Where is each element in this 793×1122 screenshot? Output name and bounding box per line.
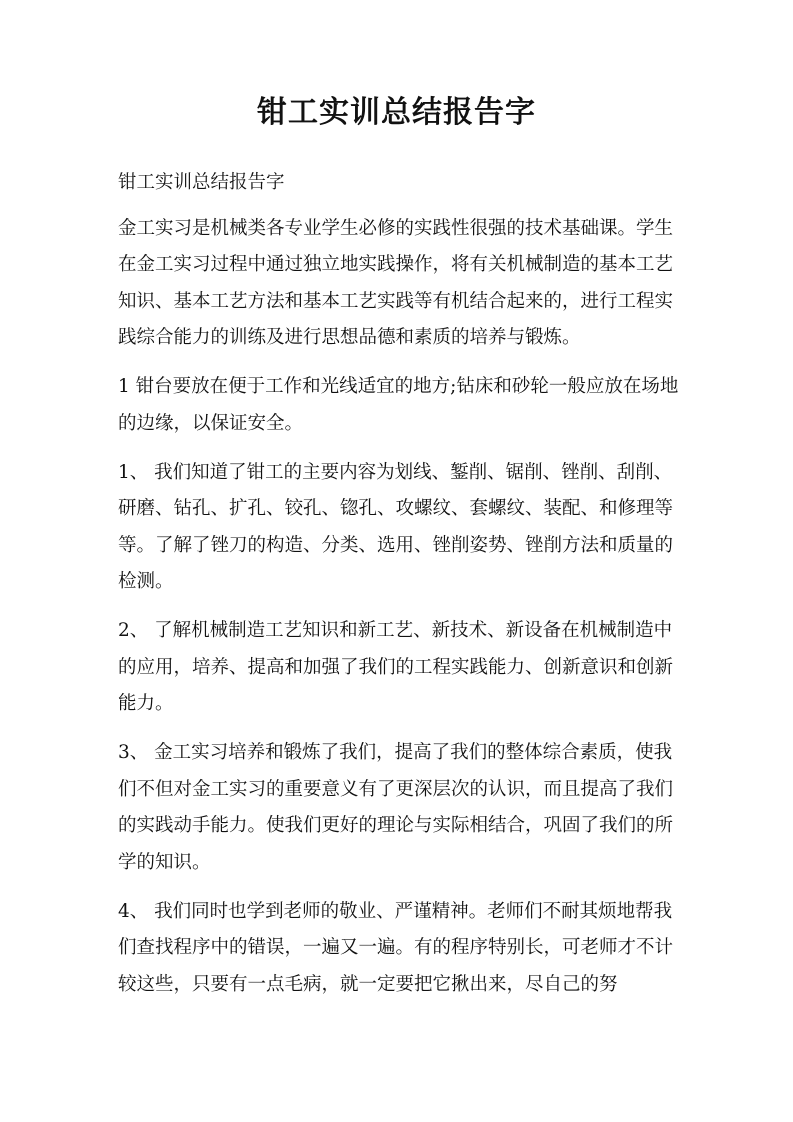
document-title: 钳工实训总结报告字 <box>257 95 536 130</box>
paragraph-intro: 金工实习是机械类各专业学生必修的实践性很强的技术基础课。学生在金工实习过程中通过独立地实践操作，将有关机械制造的基本工艺知识、基本工艺方法和基本工艺实践等有机结合起来的，进行工程实践综合能力的训练及进行思想品德和素质的培养与锻炼。 <box>118 217 674 348</box>
document-subtitle: 钳工实训总结报告字 <box>118 172 285 193</box>
document-body <box>118 165 680 1016</box>
paragraph-point-3: 3、 金工实习培养和锻炼了我们，提高了我们的整体综合素质，使我们不但对金工实习的重要意义有了更深层次的认识，而且提高了我们的实践动手能力。使我们更好的理论与实际相结合，巩固了我们的所学的知识。 <box>118 742 674 873</box>
paragraph-bench-placement: 1 钳台要放在便于工作和光线适宜的地方;钻床和砂轮一般应放在场地的边缘，以保证安全。 <box>118 376 679 434</box>
paragraph-point-1: 1、 我们知道了钳工的主要内容为划线、錾削、锯削、锉削、刮削、研磨、钻孔、扩孔、铰孔、锪孔、攻螺纹、套螺纹、装配、和修理等等。了解了锉刀的构造、分类、选用、锉削姿势、锉削方法和质量的检测。 <box>118 461 674 592</box>
paragraph-point-4: 4、 我们同时也学到老师的敬业、严谨精神。老师们不耐其烦地帮我们查找程序中的错误，一遍又一遍。有的程序特别长，可老师才不计较这些，只要有一点毛病，就一定要把它揪出来，尽自己的努 <box>118 900 674 995</box>
paragraph-point-2: 2、 了解机械制造工艺知识和新工艺、新技术、新设备在机械制造中的应用，培养、提高和加强了我们的工程实践能力、创新意识和创新能力。 <box>118 620 674 714</box>
